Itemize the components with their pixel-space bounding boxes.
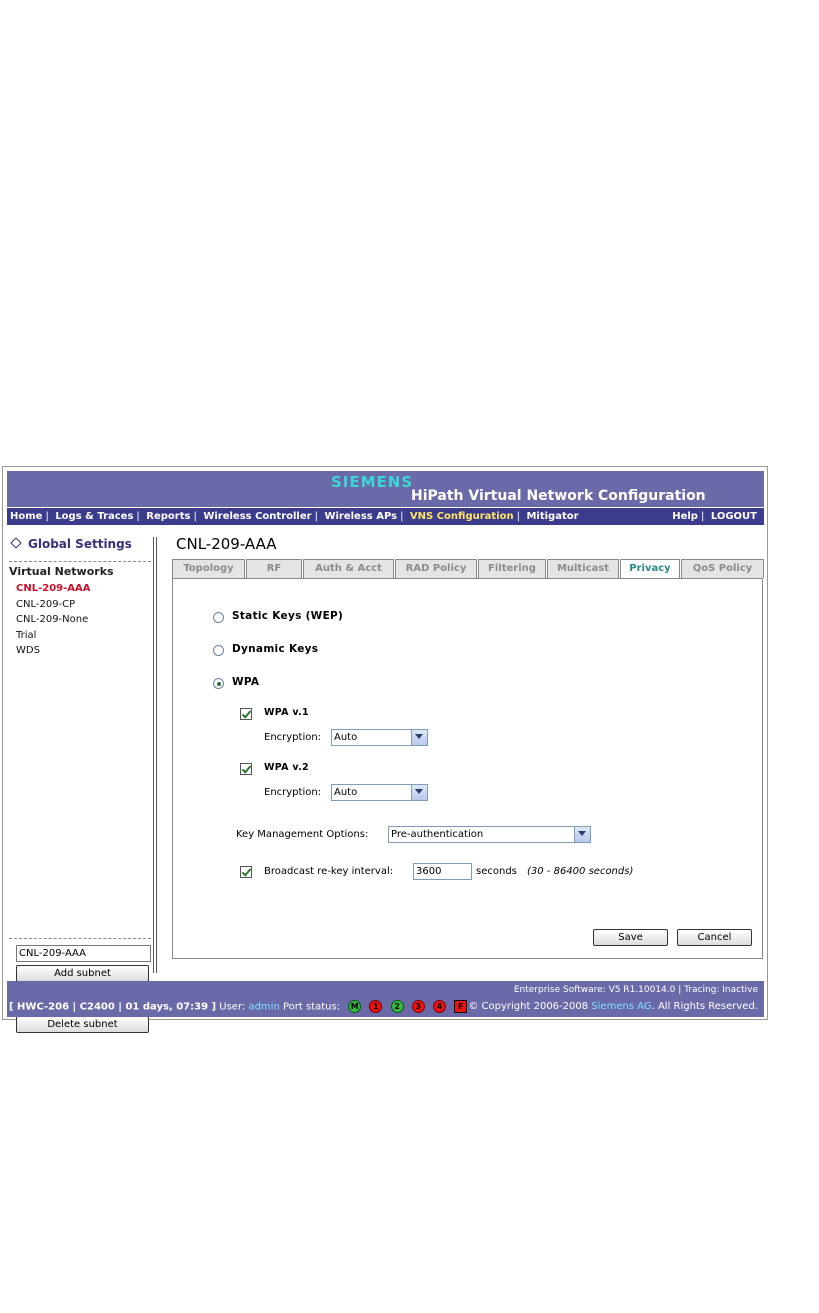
add-subnet-button[interactable]: Add subnet — [16, 965, 149, 982]
nav-wireless-aps[interactable]: Wireless APs — [324, 511, 398, 522]
port-status-label: Port status: — [282, 1001, 341, 1013]
nav-logout[interactable]: LOGOUT — [710, 511, 757, 522]
nav-help[interactable]: Help — [672, 511, 698, 522]
subnet-name-input[interactable]: CNL-209-AAA — [16, 945, 151, 962]
sidebar-divider — [153, 537, 157, 973]
footer — [7, 981, 764, 1017]
global-settings-link[interactable]: Global Settings — [9, 537, 132, 551]
broadcast-rekey-label: Broadcast re-key interval: — [264, 866, 394, 877]
network-item-wds[interactable]: WDS — [16, 645, 40, 656]
tab-privacy[interactable]: Privacy — [620, 559, 680, 580]
divider — [9, 561, 151, 562]
tab-rf[interactable]: RF — [246, 559, 302, 578]
tab-filtering[interactable]: Filtering — [478, 559, 546, 578]
dynamic-keys-radio[interactable] — [213, 645, 224, 656]
port-2-status-icon: 2 — [391, 1000, 404, 1013]
status-bar — [9, 1000, 467, 1013]
chevron-down-icon — [411, 785, 427, 800]
network-item-cnl-209-cp[interactable]: CNL-209-CP — [16, 598, 76, 610]
chevron-down-icon — [411, 730, 427, 745]
network-item-trial[interactable]: Trial — [16, 629, 37, 641]
port-3-status-icon: 3 — [412, 1000, 425, 1013]
broadcast-rekey-range: (30 - 86400 seconds) — [527, 866, 634, 877]
delete-subnet-button[interactable]: Delete subnet — [16, 1016, 149, 1033]
user-label: User: — [219, 1001, 246, 1013]
nav-logs-traces[interactable]: Logs & Traces — [55, 511, 134, 522]
broadcast-rekey-unit: seconds — [476, 866, 517, 877]
network-item-cnl-209-aaa[interactable]: CNL-209-AAA — [16, 583, 91, 594]
nav-home[interactable]: Home — [10, 511, 43, 522]
tab-rad-policy[interactable]: RAD Policy — [395, 559, 477, 578]
key-management-select[interactable]: Pre-authentication — [388, 826, 591, 843]
wpa-v1-label: WPA v.1 — [264, 707, 309, 718]
controller-status: [ HWC-206 | C2400 | 01 days, 07:39 ] — [9, 1001, 217, 1013]
software-version: Enterprise Software: V5 R1.10014.0 | Tracing: Inactive — [513, 985, 758, 995]
port-f-status-icon: F — [454, 1000, 467, 1013]
broadcast-rekey-input[interactable]: 3600 — [413, 863, 472, 880]
dynamic-keys-label: Dynamic Keys — [232, 643, 319, 655]
virtual-network-list — [16, 581, 90, 659]
virtual-networks-heading: Virtual Networks — [9, 565, 114, 578]
static-keys-radio[interactable] — [213, 612, 224, 623]
wpa-v2-encryption-label: Encryption: — [264, 787, 322, 798]
static-keys-label: Static Keys (WEP) — [232, 610, 344, 622]
user-name: admin — [248, 1001, 280, 1013]
siemens-ag-link[interactable]: Siemens AG — [591, 1001, 652, 1012]
header-banner — [7, 471, 764, 507]
app-frame — [2, 466, 768, 1030]
nav-wireless-controller[interactable]: Wireless Controller — [203, 511, 312, 522]
app-title: HiPath Virtual Network Configuration — [411, 488, 706, 504]
port-m-status-icon: M — [348, 1000, 361, 1013]
privacy-panel — [172, 578, 763, 959]
chevron-down-icon — [574, 827, 590, 842]
main-nav: Home | Logs & Traces | Reports | Wireless Controller | Wireless APs | VNS Configuration | Mitigator Help | LOGOUT — [7, 508, 764, 525]
nav-mitigator[interactable]: Mitigator — [526, 511, 579, 522]
cancel-button[interactable]: Cancel — [677, 929, 752, 946]
tab-auth-acct[interactable]: Auth & Acct — [303, 559, 394, 578]
wpa-radio[interactable] — [213, 678, 224, 689]
wpa-v2-encryption-select[interactable]: Auto — [331, 784, 428, 801]
broadcast-rekey-checkbox[interactable] — [240, 866, 252, 878]
wpa-v2-checkbox[interactable] — [240, 763, 252, 775]
port-1-status-icon: 1 — [369, 1000, 382, 1013]
wpa-v1-encryption-label: Encryption: — [264, 732, 322, 743]
divider — [9, 938, 151, 939]
nav-reports[interactable]: Reports — [146, 511, 191, 522]
key-management-label: Key Management Options: — [236, 829, 369, 840]
tab-qos-policy[interactable]: QoS Policy — [681, 559, 764, 578]
wpa-v1-checkbox[interactable] — [240, 708, 252, 720]
siemens-logo: SIEMENS — [331, 473, 414, 491]
wpa-v1-encryption-select[interactable]: Auto — [331, 729, 428, 746]
wpa-label: WPA — [232, 676, 260, 688]
save-button[interactable]: Save — [593, 929, 668, 946]
wpa-v2-label: WPA v.2 — [264, 762, 309, 773]
tab-topology[interactable]: Topology — [172, 559, 245, 578]
tab-multicast[interactable]: Multicast — [547, 559, 619, 578]
copyright: © Copyright 2006-2008 Siemens AG. All Rights Reserved. — [468, 1001, 758, 1012]
diamond-icon — [10, 537, 21, 548]
page-title: CNL-209-AAA — [176, 535, 277, 553]
port-4-status-icon: 4 — [433, 1000, 446, 1013]
nav-vns-configuration[interactable]: VNS Configuration — [409, 511, 514, 522]
network-item-cnl-209-none[interactable]: CNL-209-None — [16, 614, 89, 625]
